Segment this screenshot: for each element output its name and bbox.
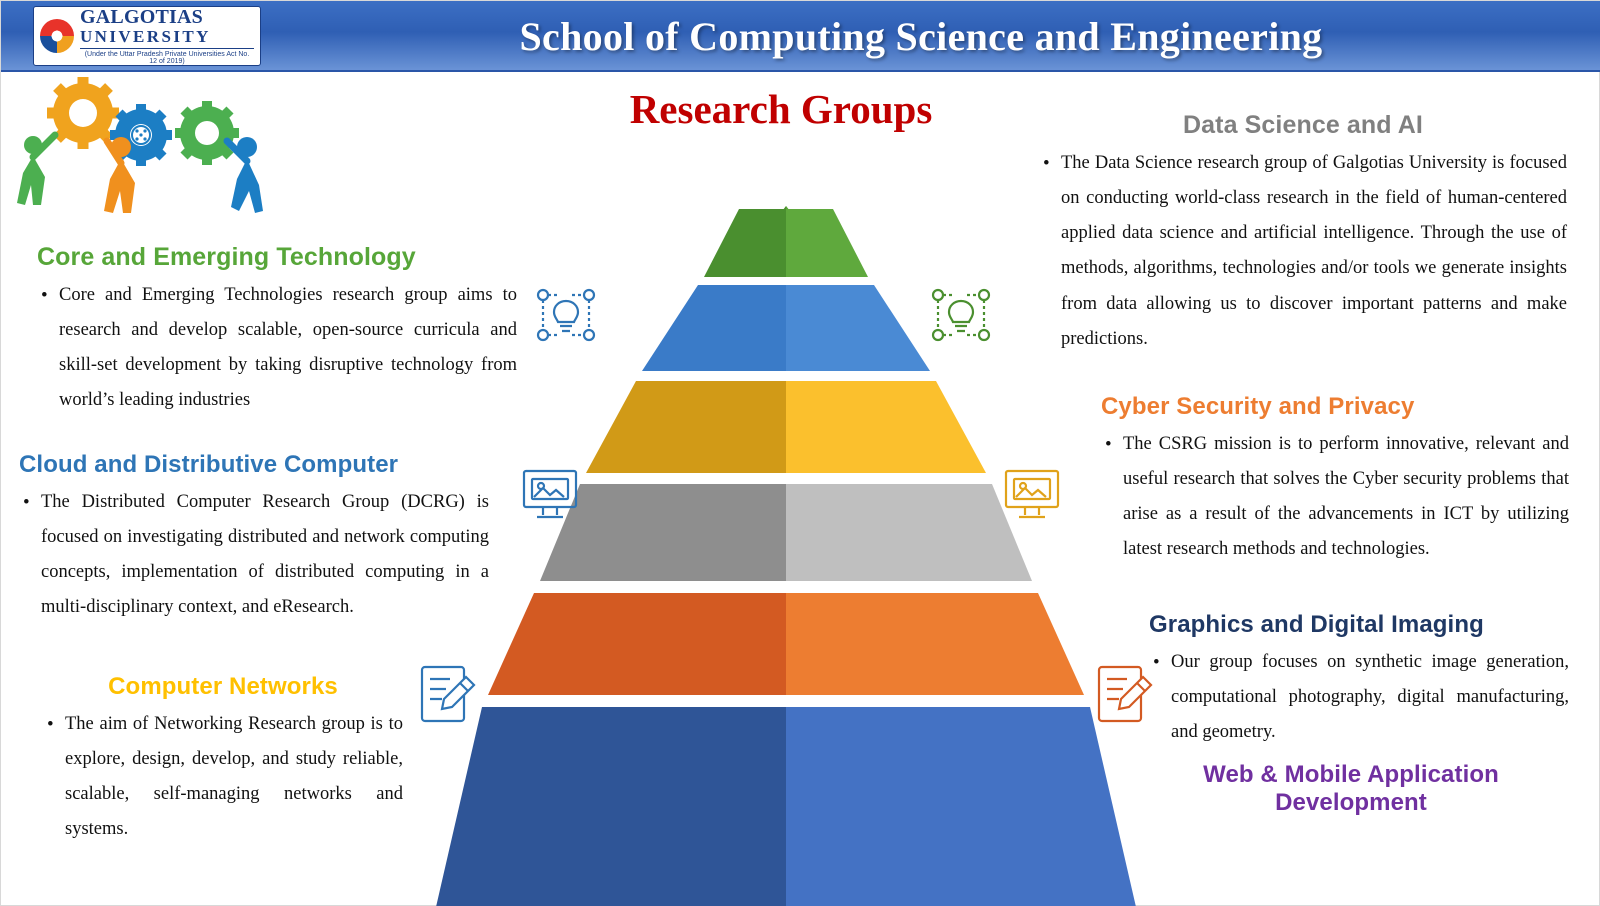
group-body-list xyxy=(1101,427,1569,568)
group-title: Computer Networks xyxy=(108,673,338,700)
group-core-emerging-technology xyxy=(37,243,517,419)
person-orange xyxy=(104,137,135,213)
group-title: Cloud and Distributive Computer xyxy=(19,451,399,478)
university-word: UNIVERSITY xyxy=(80,27,211,46)
group-body-list xyxy=(37,278,517,419)
group-title: Web & Mobile Application Development xyxy=(1203,761,1499,816)
group-web-mobile-application-development xyxy=(1151,761,1551,822)
university-name: GALGOTIAS xyxy=(80,6,203,28)
university-logo xyxy=(33,6,261,66)
group-body-item: • The Data Science research group of Galgotias University is focused on conducting world-class research in the field of human-centered applied data science and artificial intelligence. Through the use of methods, algorithms, technologies and/or tools we generate insights from data allowing us to discover important patterns and make predictions. xyxy=(1039,146,1567,357)
notepad-pencil-icon-right xyxy=(1091,661,1157,732)
gears-teamwork-icon xyxy=(11,73,276,213)
university-act-line: (Under the Uttar Pradesh Private Universities Act No. 12 of 2019) xyxy=(80,48,254,65)
group-graphics-and-digital-imaging xyxy=(1149,611,1569,750)
group-body-list xyxy=(43,707,403,848)
person-blue xyxy=(227,137,263,213)
group-body-item: • The aim of Networking Research group is to explore, design, develop, and study reliable, scalable, self-managing networks and systems. xyxy=(43,707,403,848)
logo-text-block xyxy=(80,7,254,65)
galgotias-logo-icon xyxy=(40,19,74,53)
poster-main-title: Research Groups xyxy=(629,86,933,132)
person-green xyxy=(17,135,55,205)
lightbulb-network-icon-right xyxy=(926,279,996,354)
monitor-image-icon-right xyxy=(1001,463,1063,530)
lightbulb-network-icon-left xyxy=(531,279,601,354)
group-body-list xyxy=(1149,645,1569,750)
monitor-image-icon-left xyxy=(519,463,581,530)
group-title: Cyber Security and Privacy xyxy=(1101,393,1415,420)
group-body-item: • The Distributed Computer Research Group (DCRG) is focused on investigating distributed and network computing concepts, implementation of distributed computing in a multi-disciplinary context, and eResearch. xyxy=(19,485,489,626)
group-title: Core and Emerging Technology xyxy=(37,243,416,271)
group-data-science-and-ai xyxy=(1039,111,1567,357)
gears-svg xyxy=(11,73,276,213)
group-title: Data Science and AI xyxy=(1183,111,1423,139)
group-body-item: • The CSRG mission is to perform innovative, relevant and useful research that solves the Cyber security problems that arise as a result of the advancements in ICT by utilizing latest research methods and technologies. xyxy=(1101,427,1569,568)
notepad-pencil-icon-left xyxy=(414,661,480,732)
group-computer-networks xyxy=(43,673,403,848)
group-body-item: • Core and Emerging Technologies research group aims to research and develop scalable, open-source curricula and skill-set development by taking disruptive technology from world’s leading industries xyxy=(37,278,517,419)
group-cloud-distributive-computer xyxy=(19,451,489,626)
group-body-item: • Our group focuses on synthetic image generation, computational photography, digital manufacturing, and geometry. xyxy=(1149,645,1569,750)
group-title: Graphics and Digital Imaging xyxy=(1149,611,1484,638)
page-header xyxy=(1,1,1600,72)
group-body-list xyxy=(1039,146,1567,357)
group-cyber-security-and-privacy xyxy=(1101,393,1569,568)
group-body-list xyxy=(19,485,489,626)
page-title: School of Computing Science and Engineering xyxy=(519,14,1323,59)
